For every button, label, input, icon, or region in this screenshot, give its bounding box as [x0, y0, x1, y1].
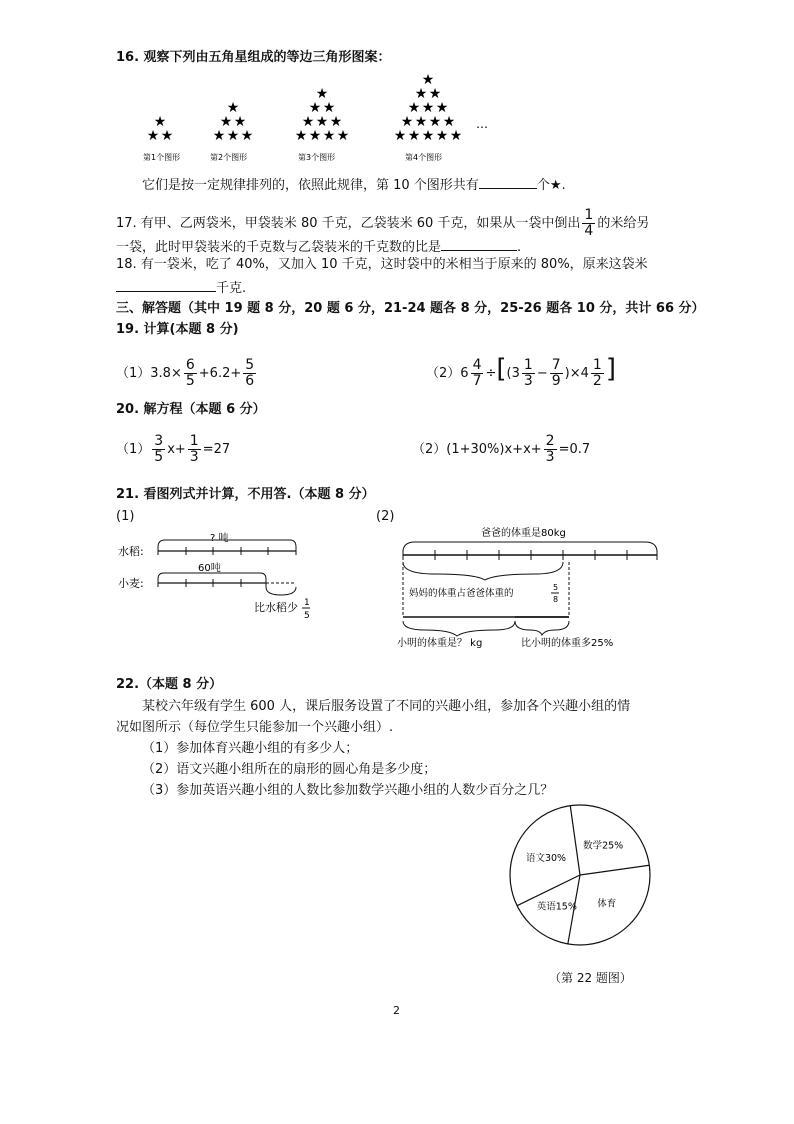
q21-part1-label: (1) — [116, 509, 135, 524]
q22-item-1: （1）参加体育兴趣小组的有多少人； — [142, 741, 359, 756]
q21-part2-label: (2) — [376, 509, 395, 524]
star-4: ★ — [428, 114, 442, 130]
star-2: ★ — [212, 128, 226, 144]
wheat-label: 小麦: — [118, 577, 144, 590]
q17-line2 — [116, 238, 521, 256]
less-label: 比水稻少 — [254, 601, 298, 614]
q18-answer-blank[interactable] — [116, 279, 216, 292]
star-3: ★ — [322, 128, 336, 144]
star-4: ★ — [407, 100, 421, 116]
q17-line1 — [116, 208, 649, 239]
caption-3: 第3个图形 — [298, 153, 336, 162]
q17-text-end: 的米给另 — [597, 216, 650, 231]
star-1: ★ — [146, 128, 160, 144]
pie-slice-boundary-体育 — [580, 865, 649, 875]
q18-line2 — [116, 279, 246, 297]
q21-title: 21. 看图列式并计算，不用答.（本题 8 分） — [116, 487, 375, 502]
star-3: ★ — [308, 100, 322, 116]
star-2: ★ — [233, 114, 247, 130]
q22-intro-1: 某校六年级有学生 600 人，课后服务设置了不同的兴趣小组，参加各个兴趣小组的情 — [142, 699, 631, 714]
pattern-ellipsis: … — [476, 117, 488, 131]
page-number: 2 — [393, 1004, 400, 1017]
mom-fraction-n: 5 — [553, 583, 559, 592]
star-3: ★ — [336, 128, 350, 144]
star-4: ★ — [435, 128, 449, 144]
pie-chart — [505, 800, 665, 960]
star-3: ★ — [315, 114, 329, 130]
caption-1: 第1个图形 — [143, 153, 181, 162]
star-4: ★ — [414, 86, 428, 102]
q20-part1: （1） $\frac{3}{5}$ x+ $\frac{1}{3}$ =27 — [116, 433, 231, 465]
star-3: ★ — [315, 86, 329, 102]
star-3: ★ — [294, 128, 308, 144]
star-4: ★ — [421, 72, 435, 88]
q16-question — [142, 176, 566, 194]
q17-fraction: $\frac{1}{4}$ — [584, 207, 594, 239]
q16-answer-blank[interactable] — [479, 176, 537, 189]
q19-title: 19. 计算(本题 8 分) — [116, 322, 239, 337]
pie-label-英语: 英语15% — [536, 901, 577, 913]
less-fraction-d: 5 — [304, 611, 310, 621]
star-3: ★ — [308, 128, 322, 144]
section-3-heading: 三、解答题（其中 19 题 8 分，20 题 6 分，21-24 题各 8 分，25-26 题各 10 分，共计 66 分） — [116, 301, 705, 316]
star-2: ★ — [226, 128, 240, 144]
star-4: ★ — [393, 128, 407, 144]
mom-fraction-d: 8 — [553, 595, 559, 604]
q16-title: 16. 观察下列由五角星组成的等边三角形图案： — [116, 50, 391, 65]
dad-label: 爸爸的体重是80kg — [481, 528, 566, 539]
star-4: ★ — [421, 100, 435, 116]
q19-part2: （2）6 $\frac{4}{7}$ ÷[(3 $\frac{1}{3}$ − $\frac{7}{9}$ )×4 $\frac{1}{2}$ ] — [426, 354, 616, 389]
star-1: ★ — [160, 128, 174, 144]
wheat-value-label: 60吨 — [198, 563, 221, 574]
star-4: ★ — [428, 86, 442, 102]
rice-label: 水稻: — [118, 545, 144, 558]
figure-caption: （第 22 题图） — [549, 971, 632, 985]
q17-answer-blank[interactable] — [441, 238, 517, 251]
pie-label-语文: 语文30% — [525, 852, 567, 864]
star-4: ★ — [449, 128, 463, 144]
q21-diagram-2 — [395, 522, 685, 652]
q22-item-2: （2）语文兴趣小组所在的扇形的圆心角是多少度； — [142, 762, 437, 777]
q19-part1: （1）3.8× $\frac{6}{5}$ +6.2+ $\frac{5}{6}$ — [116, 357, 255, 389]
star-2: ★ — [226, 100, 240, 116]
star-4: ★ — [442, 114, 456, 130]
q16-text-end: 个★. — [536, 178, 566, 193]
star-1: ★ — [153, 114, 167, 130]
q17-period: . — [517, 240, 522, 255]
mom-label: 妈妈的体重占爸爸体重的 — [409, 588, 514, 599]
q22-item-3: （3）参加英语兴趣小组的人数比参加数学兴趣小组的人数少百分之几？ — [142, 783, 554, 798]
q16-text: 它们是按一定规律排列的，依照此规律，第 10 个图形共有 — [142, 178, 479, 193]
less-fraction-n: 1 — [304, 598, 310, 608]
q22-intro-2: 况如图所示（每位学生只能参加一个兴趣小组）. — [116, 720, 394, 735]
q21-diagram-1 — [110, 525, 350, 645]
pie-label-数学: 数学25% — [583, 840, 624, 852]
q22-title: 22.（本题 8 分） — [116, 677, 223, 692]
q20-title: 20. 解方程（本题 6 分） — [116, 402, 266, 417]
q17-text2: 一袋，此时甲袋装米的千克数与乙袋装米的千克数的比是 — [116, 240, 442, 255]
q18-line1: 18. 有一袋米，吃了 40%，又加入 10 千克，这时袋中的米相当于原来的 80%，原来这袋米 — [116, 257, 648, 272]
caption-4: 第4个图形 — [405, 153, 443, 162]
star-3: ★ — [322, 100, 336, 116]
more-label: 比小明的体重多25% — [521, 638, 614, 649]
q20-part2: （2）(1+30%)x+x+ $\frac{2}{3}$ =0.7 — [412, 433, 591, 465]
star-4: ★ — [407, 128, 421, 144]
pie-slice-boundary-数学 — [570, 806, 580, 875]
star-3: ★ — [329, 114, 343, 130]
caption-2: 第2个图形 — [210, 153, 248, 162]
star-2: ★ — [240, 128, 254, 144]
star-4: ★ — [414, 114, 428, 130]
q17-text: 17. 有甲、乙两袋米，甲袋装米 80 千克，乙袋装米 60 千克，如果从一袋中倒出 — [116, 216, 581, 231]
star-4: ★ — [435, 100, 449, 116]
star-2: ★ — [219, 114, 233, 130]
star-4: ★ — [400, 114, 414, 130]
q18-text-end: 千克. — [216, 281, 247, 296]
xiaoming-label: 小明的体重是？ kg — [397, 638, 483, 649]
rice-total-label: ? 吨 — [210, 533, 229, 544]
star-4: ★ — [421, 128, 435, 144]
pie-label-体育: 体育 — [597, 898, 617, 910]
star-3: ★ — [301, 114, 315, 130]
